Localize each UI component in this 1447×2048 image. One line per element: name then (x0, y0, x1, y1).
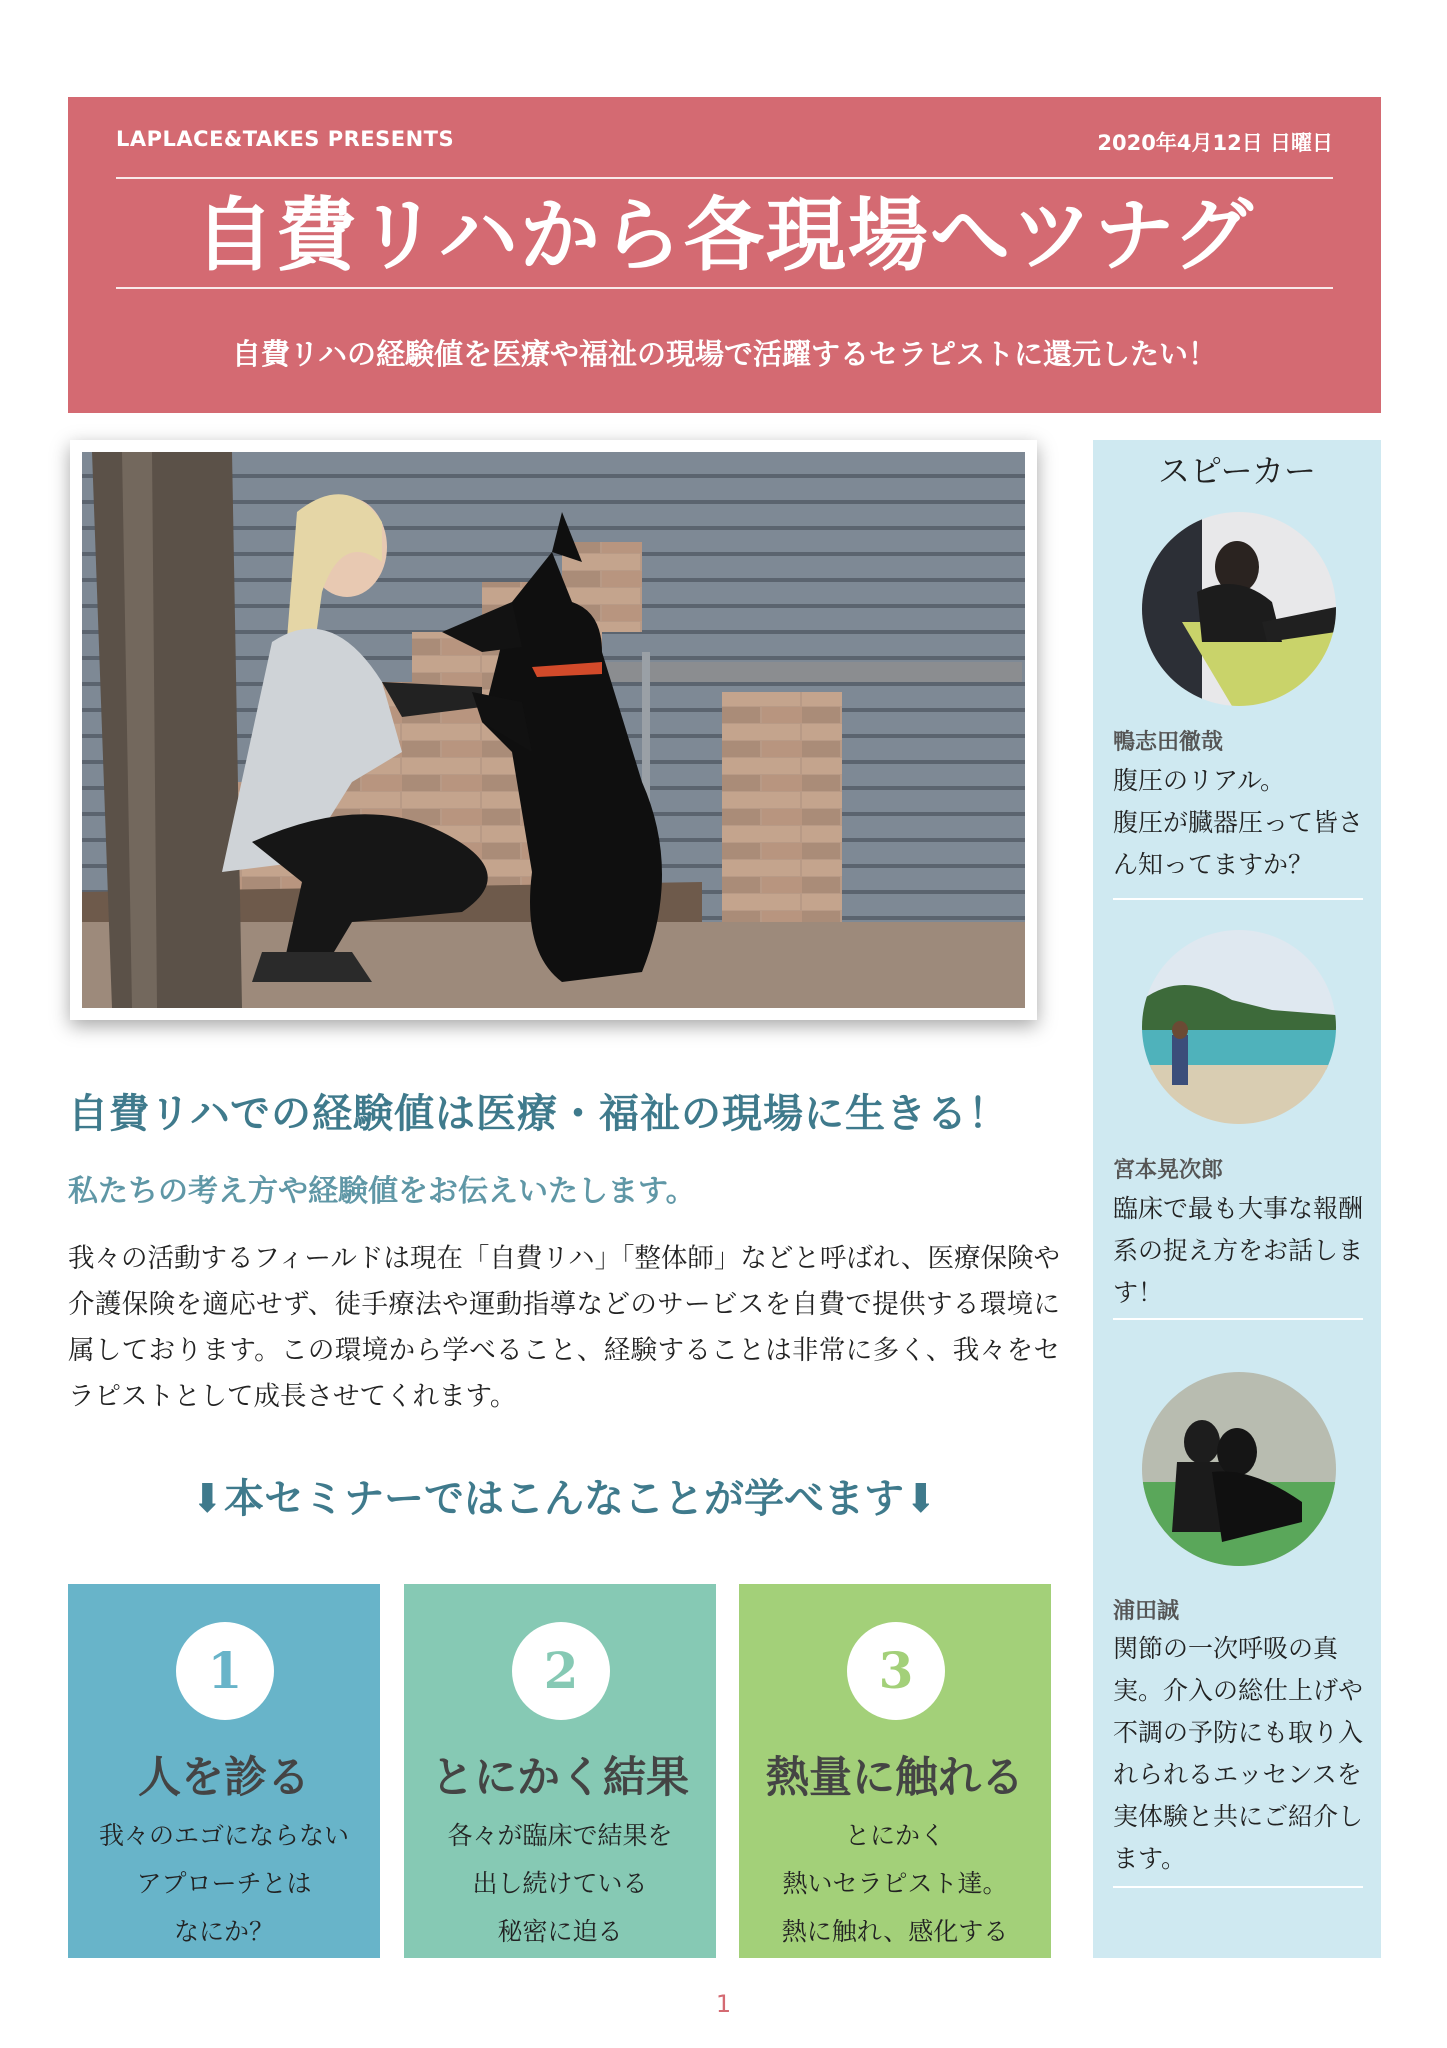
brand-label: LAPLACE&TAKES PRESENTS (116, 127, 455, 151)
card-line: 我々のエゴにならない (98, 1821, 349, 1850)
speaker-divider (1113, 898, 1363, 900)
hero-photo (82, 452, 1025, 1008)
card-title: とにかく結果 (431, 1753, 689, 1803)
card-line: 秘密に迫る (497, 1917, 623, 1946)
card-description (739, 1812, 1051, 1956)
header-divider-bottom (116, 287, 1333, 289)
main-body-text: 我々の活動するフィールドは現在「自費リハ」「整体師」などと呼ばれ、医療保険や介護保険を適応せず、徒手療法や運動指導などのサービスを自費で提供する環境に属しております。この環境から学べること、経験することは非常に多く、我々をセラピストとして成長させてくれます。 (68, 1243, 1060, 1412)
card-title: 人を診る (138, 1753, 310, 1803)
card-description (68, 1812, 380, 1956)
card-line: 熱いセラピスト達。 (782, 1869, 1008, 1898)
header-banner (68, 97, 1381, 413)
feature-card-2 (404, 1584, 716, 1958)
speaker-photo-2 (1142, 930, 1336, 1124)
speaker-photo-3 (1142, 1372, 1336, 1566)
speaker-avatar (1142, 1372, 1336, 1566)
main-heading: 自費リハでの経験値は医療・福祉の現場に生きる！ (68, 1090, 1009, 1137)
main-subheading: 私たちの考え方や経験値をお伝えいたします。 (68, 1174, 696, 1209)
speaker-name: 鴨志田徹哉 (1113, 729, 1224, 755)
card-title: 熱量に触れる (766, 1753, 1024, 1803)
card-number-badge: 1 (176, 1622, 274, 1720)
speaker-avatar (1142, 930, 1336, 1124)
card-number-badge: 2 (512, 1622, 610, 1720)
speaker-name: 浦田誠 (1113, 1598, 1180, 1624)
sidebar-title: スピーカー (1157, 452, 1317, 490)
card-description (404, 1812, 716, 1956)
speaker-description: 関節の一次呼吸の真実。介入の総仕上げや不調の予防にも取り入れられるエッセンスを実体験と共にご紹介します。 (1113, 1634, 1364, 1873)
page-number: 1 (715, 1990, 732, 2018)
card-line: 各々が臨床で結果を (447, 1821, 673, 1850)
speaker-description: 臨床で最も大事な報酬系の捉え方をお話します！ (1113, 1194, 1364, 1307)
header-tagline: 自費リハの経験値を医療や福祉の現場で活躍するセラピストに還元したい！ (231, 337, 1218, 371)
card-number-badge: 3 (847, 1622, 945, 1720)
speaker-photo-1 (1142, 512, 1336, 706)
speaker-description-line: 腹圧のリアル。 腹圧が臓器圧って皆さん知ってますか？ (1113, 766, 1364, 879)
card-line: 熱に触れ、感化する (781, 1917, 1009, 1946)
card-line: なにか？ (173, 1917, 274, 1946)
speaker-divider (1113, 1318, 1363, 1320)
card-line: 出し続けている (472, 1869, 648, 1898)
feature-card-1 (68, 1584, 380, 1958)
card-line: とにかく (844, 1821, 945, 1850)
hero-photo-illustration (82, 452, 1025, 1008)
page-title: 自費リハから各現場へツナグ (194, 188, 1255, 282)
card-line: アプローチとは (136, 1869, 312, 1898)
header-divider-top (116, 177, 1333, 179)
event-date: 2020年4月12日 日曜日 (1097, 131, 1333, 155)
speaker-divider (1113, 1886, 1363, 1888)
speaker-sidebar (1093, 440, 1381, 1958)
feature-card-3 (739, 1584, 1051, 1958)
speaker-avatar (1142, 512, 1336, 706)
hero-photo-frame (70, 440, 1037, 1020)
speaker-description (1113, 760, 1363, 886)
speaker-name: 宮本晃次郎 (1113, 1157, 1224, 1183)
learn-heading: ⬇本セミナーではこんなことが学べます⬇ (190, 1475, 938, 1522)
